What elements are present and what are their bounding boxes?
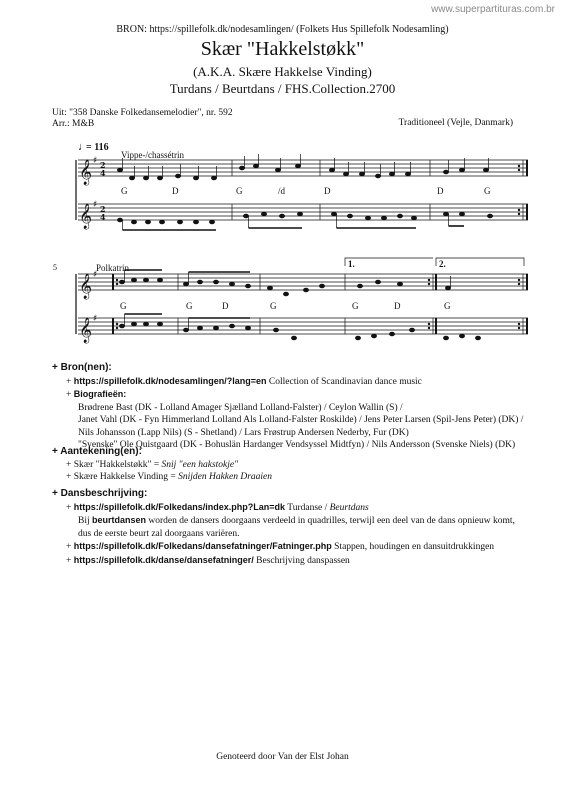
section-label-2: Polkatrin (96, 263, 129, 273)
bron-link[interactable]: https://spillefolk.dk/nodesamlingen/?lang=en (73, 375, 267, 386)
dans-link-3[interactable]: https://spillefolk.dk/danse/dansefatninger/ (73, 554, 254, 565)
chord: G (120, 301, 127, 311)
music-score (0, 0, 565, 360)
dans-link-2[interactable]: https://spillefolk.dk/Folkedans/dansefatninger/Fatninger.php (73, 541, 332, 551)
barlines-2 (113, 274, 527, 334)
section-label-1: Vippe-/chassétrin (121, 150, 184, 160)
svg-text:𝄞: 𝄞 (79, 274, 93, 299)
chord: D (394, 301, 401, 311)
volta-2 (436, 258, 524, 266)
source-book: Uit: "358 Danske Folkedansemelodier", nr. 592 (52, 108, 233, 118)
bio-line: Brødrene Bast (DK - Lolland Amager Sjælland Lolland-Falster) / Ceylon Wallin (S) / (78, 402, 403, 413)
svg-text:4: 4 (100, 168, 106, 178)
svg-text:𝄞: 𝄞 (79, 318, 93, 343)
chord: /d (278, 186, 286, 196)
dans-heading: Dansbeschrijving: (60, 488, 148, 499)
bio-heading: Biografieën: (73, 389, 127, 399)
notes-1b (117, 212, 492, 230)
chord: G (484, 186, 491, 196)
chord: G (444, 301, 451, 311)
watermark: www.superpartituras.com.br (431, 4, 555, 15)
svg-text:2: 2 (100, 160, 106, 170)
chord: D (437, 186, 444, 196)
chord: G (270, 301, 277, 311)
aantekening-section: + Aantekening(en): + Skær "Hakkelstøkk" = Snij "een hakstokje" + Skære Hakkelse Vinding = Snijden Hakken Draaien (52, 446, 273, 482)
subtitle: (A.K.A. Skære Hakkelse Vinding) (193, 64, 372, 79)
measure-number: 5 (53, 263, 57, 272)
subtitle-2: Turdans / Beurtdans / FHS.Collection.2700 (169, 81, 396, 96)
bio-line: Nils Johansson (Lapp Nils) (S - Shetland) / Lars Frøstrup Andersen Nederby, Fur (DK) (78, 427, 409, 438)
quarter-note-icon: ♩ (78, 141, 89, 153)
arranger: Arr.: M&B (52, 119, 95, 129)
svg-text:♯: ♯ (93, 314, 98, 324)
volta-1-label: 1. (348, 259, 355, 269)
svg-text:♯: ♯ (93, 156, 98, 166)
footer: Genoteerd door Van der Elst Johan (216, 752, 349, 762)
svg-text:𝄞: 𝄞 (79, 204, 93, 229)
source-line: BRON: https://spillefolk.dk/nodesamlingen/ (Folkets Hus Spillefolk Nodesamling) (116, 24, 449, 35)
composer: Traditioneel (Vejle, Danmark) (398, 118, 513, 128)
svg-text:2: 2 (100, 204, 106, 214)
volta-2-label: 2. (439, 259, 446, 269)
dans-section: + Dansbeschrijving: + https://spillefolk.dk/Folkedans/index.php?Lan=dk Turdanse / Beurtdans Bij beurtdansen worden de dansers doorgaans verdeeld in quadrilles, terwijl een deel van de dans opnieuw komt, dus de eerste beurt zal doorgaans variëren. + https://spillefolk.dk/Folkedans/dansefatninger/Fatninger.php Stappen, houdingen en dansuitdrukkingen + https://spillefolk.dk/danse/dansefatninger/ Beschrijving danspassen (52, 488, 515, 566)
tempo: = 116 (86, 142, 109, 153)
volta-1 (345, 258, 433, 266)
treble-clef-icon: 𝄞 (79, 160, 93, 185)
svg-text:4: 4 (100, 212, 106, 222)
chord: D (172, 186, 179, 196)
chord: D (222, 301, 229, 311)
chord: G (352, 301, 359, 311)
chord: G (186, 301, 193, 311)
bio-line: "Svenske" Ole Quistgaard (DK - Bohuslän Hardanger Vendsyssel Midtfyn) / Nils Andersson (Svenske Niels) (DK) (78, 440, 516, 450)
aantekening-heading: Aantekening(en): (60, 446, 142, 457)
bio-line: Janet Vahl (DK - Fyn Himmerland Lolland Als Lolland-Falster Roskilde) / Jens Peter Larsen (Spil-Jens Peter) (DK) / (78, 415, 524, 425)
chord: G (121, 186, 128, 196)
svg-text:♯: ♯ (93, 270, 98, 280)
svg-text:♯: ♯ (93, 200, 98, 210)
bron-section: + Bron(nen): + https://spillefolk.dk/nodesamlingen/?lang=en Collection of Scandinavian dance music + Biografieën: Brødrene Bast (DK - Lolland Amager Sjælland Lolland-Falster) / Ceylon Wallin (S) / Janet Vahl (DK - Fyn Himmerland Lolland Als Lolland-Falster Roskilde) / Jens Peter Larsen (Spil-Jens Peter) (DK) / Nils Johansson (Lapp Nils) (S - Shetland) / Lars Frøstrup Andersen Nederby, Fur (DK) "Svenske" Ole Quistgaard (DK - Bohuslän Hardanger Vendsyssel Midtfyn) / Nils Andersson (Svenske Niels) (DK) (52, 362, 524, 450)
chord: G (236, 186, 243, 196)
chord: D (324, 186, 331, 196)
dans-link-1[interactable]: https://spillefolk.dk/Folkedans/index.php?Lan=dk (73, 501, 286, 512)
bron-heading: Bron(nen): (60, 362, 112, 373)
page-title: Skær "Hakkelstøkk" (200, 38, 365, 60)
